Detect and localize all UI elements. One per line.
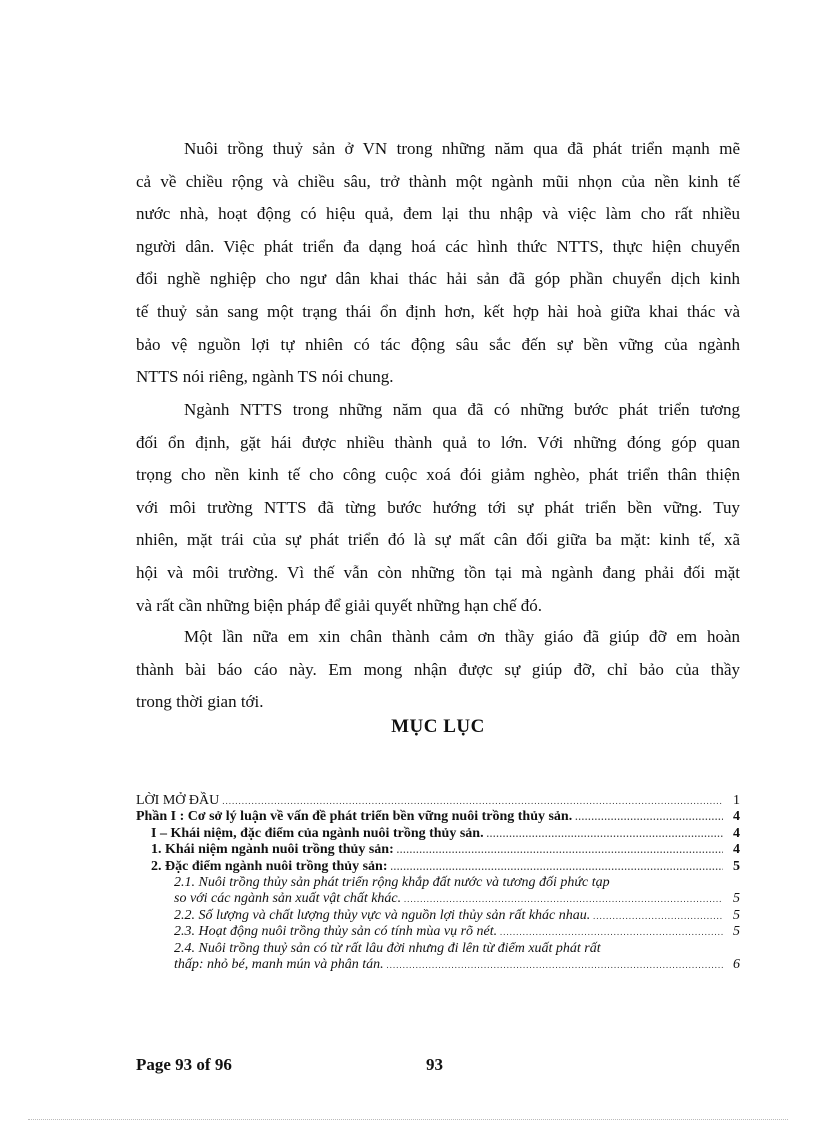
text-line: Nuôi trồng thuỷ sản ở VN trong những năm qua đã phát triển mạnh mẽ: [184, 139, 740, 158]
toc-entry-page: 5: [733, 891, 740, 907]
toc-entry[interactable]: [136, 826, 740, 842]
text-line: tế thuỷ sản sang một trạng thái ổn định hơn, kết hợp hài hoà giữa khai thác và: [136, 301, 740, 321]
text-line: trọng cho nền kinh tế cho công cuộc xoá đói giảm nghèo, phát triển thân thiện: [136, 465, 740, 485]
intro-paragraph-3: [136, 621, 740, 719]
toc-entry-text: so với các ngành sản xuất vật chất khác.: [174, 891, 402, 907]
toc-entry[interactable]: [136, 793, 740, 809]
text-line: cả về chiều rộng và chiều sâu, trở thành một ngành mũi nhọn của nền kinh tế: [136, 171, 740, 191]
text-line: đối ổn định, gặt hái được nhiều thành quả to lớn. Với những đóng góp quan: [136, 432, 740, 452]
toc-entry-page: 6: [733, 956, 740, 972]
text-line: nhiên, mặt trái của sự phát triển đó là sự mất cân đối giữa ba mặt: kinh tế, xã: [136, 530, 740, 550]
toc-entry-text: I – Khái niệm, đặc điểm của ngành nuôi trồng thủy sản.: [151, 825, 484, 841]
toc-leader-dots: [404, 891, 723, 907]
footer-page-number: 93: [426, 1055, 443, 1074]
toc-entry[interactable]: [136, 842, 740, 858]
toc-entry-page: 4: [733, 842, 740, 858]
toc-leader-dots: [391, 859, 724, 875]
toc-entry-text: thấp: nhỏ bé, manh mún và phân tán.: [174, 956, 384, 972]
toc-entry-page: 1: [733, 793, 740, 808]
toc-entry-text: Phần I : Cơ sở lý luận về vấn đề phát triển bền vững nuôi trồng thủy sản.: [136, 809, 573, 825]
toc-entry[interactable]: [136, 908, 740, 924]
toc-entry[interactable]: [136, 957, 740, 973]
text-line: Một lần nữa em xin chân thành cảm ơn thầy giáo đã giúp đỡ em hoàn: [184, 627, 740, 646]
page-bottom-divider: [28, 1119, 788, 1120]
footer-page-label: Page 93 of 96: [136, 1055, 232, 1074]
text-line: và rất cần những biện pháp để giải quyết những hạn chế đó.: [136, 595, 542, 615]
toc-entry-page: 4: [733, 825, 740, 841]
text-line: Ngành NTTS trong những năm qua đã có những bước phát triển tương: [184, 400, 740, 419]
text-line: nước nhà, hoạt động có hiệu quả, đem lại thu nhập và việc làm cho rất nhiều: [136, 204, 740, 224]
text-line: hội và môi trường. Vì thế vẫn còn những tồn tại mà ngành đang phải đối mặt: [136, 562, 740, 582]
toc-entry[interactable]: [136, 924, 740, 940]
intro-paragraph-1: [136, 133, 740, 394]
toc-entry[interactable]: [136, 859, 740, 875]
toc-entry-page: 5: [733, 907, 740, 923]
toc-entry-text: 1. Khái niệm ngành nuôi trồng thủy sản:: [151, 842, 394, 858]
toc-entry-text: 2.2. Số lượng và chất lượng thủy vực và nguồn lợi thủy sản rất khác nhau.: [174, 907, 591, 923]
toc-entry-text: 2.3. Hoạt động nuôi trồng thủy sản có tính mùa vụ rõ nét.: [174, 924, 498, 940]
toc-entry-text-line1[interactable]: 2.4. Nuôi trồng thuỷ sản có từ rất lâu đời nhưng đi lên từ điểm xuất phát rất: [174, 940, 601, 956]
text-line: đổi nghề nghiệp cho ngư dân khai thác hải sản đã góp phần chuyển dịch kinh: [136, 269, 740, 289]
toc-entry-page: 5: [733, 858, 740, 874]
toc-leader-dots: [387, 957, 723, 973]
intro-paragraph-2: [136, 394, 740, 622]
toc-entry[interactable]: [136, 809, 740, 825]
text-line: trong thời gian tới.: [136, 692, 264, 712]
toc-leader-dots: [487, 826, 723, 842]
toc-leader-dots: [397, 842, 723, 858]
text-line: bảo vệ nguồn lợi tự nhiên có tác động sâu sắc đến sự bền vững của ngành: [136, 334, 740, 354]
toc-entry-text: 2. Đặc điểm ngành nuôi trồng thủy sản:: [151, 858, 388, 874]
text-line: với môi trường NTTS đã từng bước hướng tới sự phát triển bền vững. Tuy: [136, 497, 740, 517]
toc-leader-dots: [575, 809, 723, 825]
toc-entry[interactable]: [136, 891, 740, 907]
toc-leader-dots: [593, 908, 723, 924]
toc-entry-page: 5: [733, 924, 740, 940]
text-line: người dân. Việc phát triển đa dạng hoá các hình thức NTTS, thực hiện chuyển: [136, 236, 740, 256]
text-line: thành bài báo cáo này. Em mong nhận được sự giúp đỡ, chỉ bảo của thầy: [136, 659, 740, 679]
toc-entry-text-line1[interactable]: 2.1. Nuôi trồng thủy sản phát triển rộng khắp đất nước và tương đối phức tạp: [174, 874, 610, 890]
toc-entry-text: LỜI MỞ ĐẦU: [136, 793, 220, 808]
toc-entry-page: 4: [733, 809, 740, 825]
text-line: NTTS nói riêng, ngành TS nói chung.: [136, 367, 394, 387]
toc-leader-dots: [500, 924, 723, 940]
toc-leader-dots: [222, 793, 723, 809]
toc-heading: MỤC LỤC: [391, 716, 485, 737]
table-of-contents: [136, 793, 740, 973]
